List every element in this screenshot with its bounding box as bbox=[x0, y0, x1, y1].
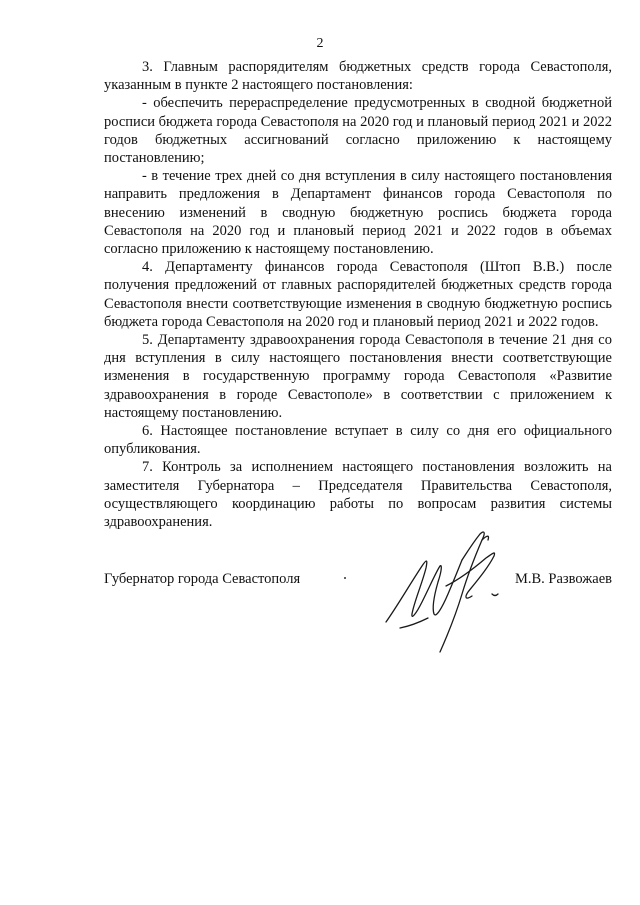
paragraph-3-item-2: - в течение трех дней со дня вступления в силу настоящего постановления направить предложения в Департамент финансов города Севастополя по внесению изменений в сводную бюджетную роспись бюджета города Севастополя на 2020 год и плановый период 2021 и 2022 годов в объемах согласно приложению к настоящему постановлению. bbox=[104, 168, 612, 258]
paragraph-5: 5. Департаменту здравоохранения города Севастополя в течение 21 дня со дня вступления в силу настоящего постановления внести соответствующие изменения в государственную программу города Севастополя «Развитие здравоохранения в городе Севастополе» в соответствии с приложением к настоящему постановлению. bbox=[104, 332, 612, 421]
paragraph-7: 7. Контроль за исполнением настоящего постановления возложить на заместителя Губернатора – Председателя Правительства Севастополя, осуществляющего координацию работы по вопросам развития системы здравоохранения. bbox=[104, 459, 612, 531]
ink-dot bbox=[344, 577, 346, 579]
paragraph-4: 4. Департаменту финансов города Севастополя (Штоп В.В.) после получения предложений от главных распорядителей бюджетных средств города Севастополя внести соответствующие изменения в сводную бюджетную роспись бюджета города Севастополя на 2020 год и плановый период 2021 и 2022 годов. bbox=[104, 259, 612, 330]
signatory-title: Губернатор города Севастополя bbox=[104, 571, 301, 587]
handwritten-signature bbox=[376, 510, 526, 660]
signatory-name: М.В. Развожаев bbox=[514, 571, 612, 587]
page-number: 2 bbox=[316, 36, 324, 51]
document-body bbox=[104, 58, 612, 531]
paragraph-6: 6. Настоящее постановление вступает в силу со дня его официального опубликования. bbox=[104, 423, 612, 458]
paragraph-3: 3. Главным распорядителям бюджетных средств города Севастополя, указанным в пункте 2 настоящего постановления: bbox=[104, 59, 612, 94]
paragraph-3-item-1: - обеспечить перераспределение предусмотренных в сводной бюджетной росписи бюджета города Севастополя на 2020 год и плановый период 2021 и 2022 годов бюджетных ассигнований согласно приложению к настоящему постановлению; bbox=[104, 95, 612, 167]
